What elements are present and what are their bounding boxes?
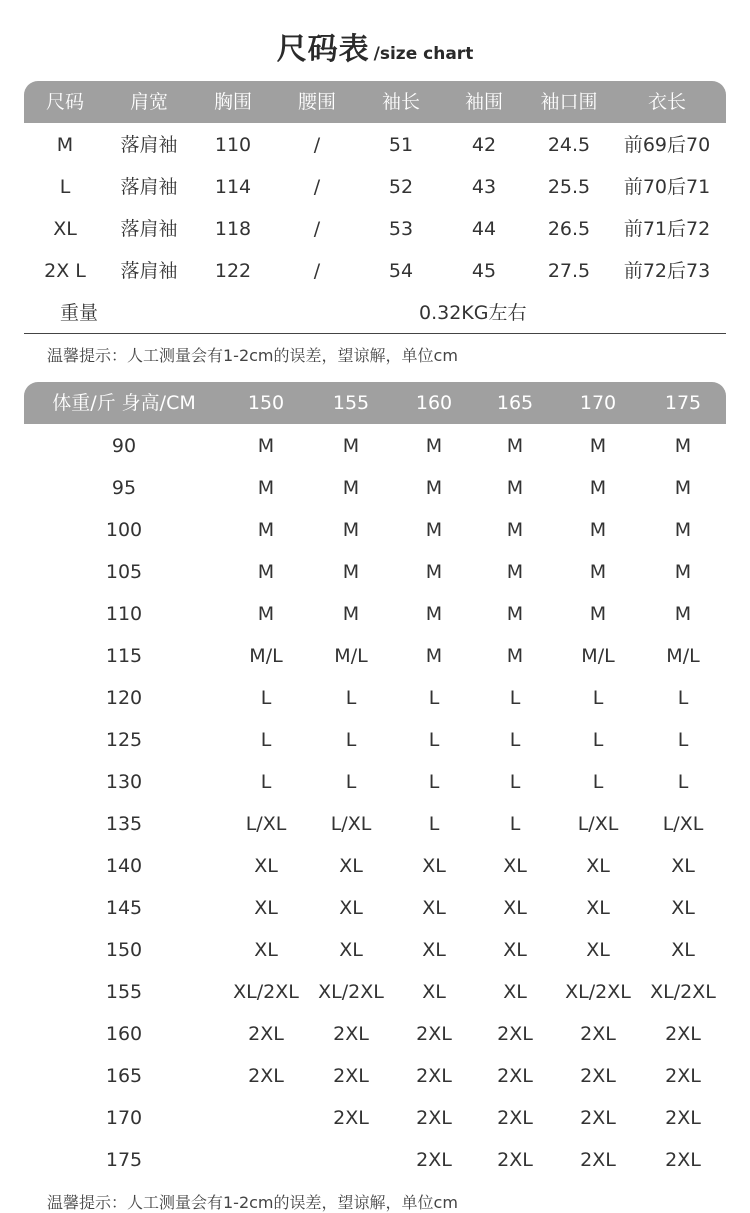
recommended-size-cell: M <box>506 477 524 499</box>
size-table-cell: 45 <box>471 260 497 282</box>
recommended-size-cell: L <box>509 771 521 793</box>
recommended-size-cell: 2XL <box>248 1065 284 1087</box>
size-table-cell: / <box>313 176 321 198</box>
recommended-size-cell: L <box>260 729 272 751</box>
fit-table-row <box>24 1013 726 1055</box>
recommended-size-cell: M <box>342 435 360 457</box>
recommended-size-cell: M <box>506 645 524 667</box>
weight-cell: 150 <box>105 939 143 961</box>
recommended-size-cell: L <box>428 729 440 751</box>
size-table-cell: M <box>56 134 74 156</box>
recommended-size-cell: M <box>425 645 443 667</box>
recommended-size-cell: M/L <box>249 645 283 667</box>
fit-header-cell: 155 <box>332 392 370 414</box>
recommended-size-cell: M <box>425 435 443 457</box>
recommended-size-cell: M <box>506 603 524 625</box>
recommended-size-cell: 2XL <box>665 1023 701 1045</box>
recommended-size-cell: M <box>257 519 275 541</box>
recommended-size-cell <box>306 1139 396 1181</box>
recommended-size-cell: L <box>345 771 357 793</box>
recommended-size-cell: L/XL <box>662 813 704 835</box>
fit-table-row <box>24 719 726 761</box>
fit-table-row <box>24 803 726 845</box>
recommended-size-cell: XL <box>254 939 278 961</box>
weight-label: 重量 <box>60 302 99 324</box>
fit-header-cell: 175 <box>664 392 702 414</box>
recommended-size-cell: 2XL <box>416 1023 452 1045</box>
recommended-size-cell: XL <box>586 897 610 919</box>
recommended-size-cell: 2XL <box>497 1023 533 1045</box>
weight-cell: 155 <box>105 981 143 1003</box>
recommended-size-cell: M <box>589 519 607 541</box>
recommended-size-cell: 2XL <box>333 1107 369 1129</box>
fit-table-row <box>24 845 726 887</box>
recommended-size-cell: XL <box>422 939 446 961</box>
recommended-size-cell: M <box>425 477 443 499</box>
fit-header-cell: 160 <box>415 392 453 414</box>
recommended-size-cell: M <box>674 561 692 583</box>
recommended-size-cell: M <box>342 561 360 583</box>
recommended-size-cell: 2XL <box>497 1107 533 1129</box>
recommended-size-cell: L <box>345 687 357 709</box>
title-main: 尺码表 <box>276 32 370 67</box>
fit-table-row <box>24 635 726 677</box>
recommended-size-cell: XL <box>422 981 446 1003</box>
recommended-size-cell: M <box>342 603 360 625</box>
recommended-size-cell: M <box>342 519 360 541</box>
size-header-cell: 衣长 <box>647 91 686 113</box>
size-table-cell: 27.5 <box>547 260 591 282</box>
size-table-cell: 前69后70 <box>623 134 711 156</box>
recommended-size-cell: L <box>677 771 689 793</box>
weight-cell: 105 <box>105 561 143 583</box>
page-title <box>0 24 750 68</box>
size-table-cell: 118 <box>214 218 252 240</box>
size-table-cell: 落肩袖 <box>120 218 178 240</box>
size-table-cell: / <box>313 260 321 282</box>
recommended-size-cell: XL/2XL <box>318 981 384 1003</box>
recommended-size-cell: M <box>342 477 360 499</box>
size-table-cell: 24.5 <box>547 134 591 156</box>
weight-cell: 100 <box>105 519 143 541</box>
weight-cell: 120 <box>105 687 143 709</box>
size-header-cell: 肩宽 <box>129 91 168 113</box>
recommended-size-cell: 2XL <box>497 1065 533 1087</box>
recommended-size-cell: 2XL <box>665 1107 701 1129</box>
size-table-row <box>24 124 726 166</box>
size-table-row <box>24 250 726 292</box>
recommended-size-cell: XL/2XL <box>650 981 716 1003</box>
recommended-size-cell: XL <box>503 855 527 877</box>
recommended-size-cell: XL <box>422 855 446 877</box>
recommended-size-cell: M <box>257 561 275 583</box>
recommended-size-cell: XL <box>671 897 695 919</box>
recommended-size-cell: XL <box>254 855 278 877</box>
weight-cell: 90 <box>111 435 137 457</box>
size-header-cell: 袖围 <box>464 91 503 113</box>
recommended-size-cell: XL/2XL <box>565 981 631 1003</box>
fit-table-row <box>24 677 726 719</box>
recommended-size-cell: XL <box>339 855 363 877</box>
recommended-size-cell: XL <box>503 897 527 919</box>
recommended-size-cell: 2XL <box>580 1107 616 1129</box>
recommended-size-cell: L <box>509 687 521 709</box>
table-divider <box>24 333 726 334</box>
recommended-size-cell: M <box>425 519 443 541</box>
recommended-size-cell: L/XL <box>245 813 287 835</box>
recommended-size-cell: L <box>428 813 440 835</box>
size-table-cell: 25.5 <box>547 176 591 198</box>
fit-table-row <box>24 1055 726 1097</box>
recommended-size-cell: XL <box>671 939 695 961</box>
recommended-size-cell: 2XL <box>665 1149 701 1171</box>
recommended-size-cell: M <box>589 477 607 499</box>
recommended-size-cell: L <box>509 813 521 835</box>
recommended-size-cell: L <box>260 687 272 709</box>
recommended-size-cell: XL <box>254 897 278 919</box>
size-table-cell: 114 <box>214 176 252 198</box>
fit-table-row <box>24 761 726 803</box>
size-table-cell: 前70后71 <box>623 176 711 198</box>
recommended-size-cell: M <box>257 477 275 499</box>
recommended-size-cell: 2XL <box>580 1149 616 1171</box>
recommended-size-cell: M <box>425 561 443 583</box>
size-table-cell: 52 <box>388 176 414 198</box>
size-table-cell: L <box>59 176 71 198</box>
recommended-size-cell: M <box>674 477 692 499</box>
recommended-size-cell: L/XL <box>577 813 619 835</box>
size-table-row <box>24 208 726 250</box>
size-table-cell: 54 <box>388 260 414 282</box>
recommended-size-cell: XL <box>586 939 610 961</box>
recommended-size-cell: 2XL <box>248 1023 284 1045</box>
size-table-cell: 26.5 <box>547 218 591 240</box>
size-table-cell: 前71后72 <box>623 218 711 240</box>
recommended-size-cell: L <box>677 729 689 751</box>
size-table-cell: XL <box>53 218 77 240</box>
size-table-cell: 43 <box>471 176 497 198</box>
recommended-size-cell: M <box>589 435 607 457</box>
recommended-size-cell: XL <box>422 897 446 919</box>
weight-cell: 170 <box>105 1107 143 1129</box>
fit-table-row <box>24 425 726 467</box>
recommended-size-cell: L <box>428 687 440 709</box>
size-table-cell: 落肩袖 <box>120 176 178 198</box>
fit-header-cell: 150 <box>247 392 285 414</box>
size-table-cell: 落肩袖 <box>120 260 178 282</box>
recommended-size-cell: M/L <box>334 645 368 667</box>
size-table-cell: 2X L <box>44 260 86 282</box>
weight-cell: 115 <box>105 645 143 667</box>
recommended-size-cell: 2XL <box>665 1065 701 1087</box>
recommended-size-cell: M <box>674 603 692 625</box>
recommended-size-cell <box>221 1097 311 1139</box>
recommended-size-cell: L <box>592 729 604 751</box>
size-table-cell: 122 <box>214 260 252 282</box>
size-table-header <box>24 81 726 123</box>
recommended-size-cell: M <box>674 519 692 541</box>
recommended-size-cell: L <box>592 771 604 793</box>
recommended-size-cell: M <box>425 603 443 625</box>
recommended-size-cell: M/L <box>581 645 615 667</box>
fit-table-row <box>24 887 726 929</box>
recommended-size-cell: L/XL <box>330 813 372 835</box>
size-table-cell: 前72后73 <box>623 260 711 282</box>
recommended-size-cell: 2XL <box>416 1065 452 1087</box>
fit-table-row <box>24 467 726 509</box>
fit-header-cell: 170 <box>579 392 617 414</box>
recommended-size-cell: 2XL <box>416 1107 452 1129</box>
recommended-size-cell <box>221 1139 311 1181</box>
size-header-cell: 袖口围 <box>540 91 598 113</box>
size-table-cell: / <box>313 134 321 156</box>
recommended-size-cell: L <box>428 771 440 793</box>
fit-table-row <box>24 593 726 635</box>
recommended-size-cell: L <box>509 729 521 751</box>
size-table-row <box>24 166 726 208</box>
fit-header-cell: 体重/斤 身高/CM <box>52 392 196 414</box>
recommended-size-cell: M <box>589 561 607 583</box>
fit-table-row <box>24 1139 726 1181</box>
recommended-size-cell: M <box>257 435 275 457</box>
size-header-cell: 胸围 <box>213 91 252 113</box>
size-table-cell: 44 <box>471 218 497 240</box>
recommended-size-cell: L <box>677 687 689 709</box>
size-header-cell: 腰围 <box>297 91 336 113</box>
recommended-size-cell: XL <box>503 939 527 961</box>
weight-cell: 135 <box>105 813 143 835</box>
recommended-size-cell: M <box>506 435 524 457</box>
fit-table-row <box>24 929 726 971</box>
recommended-size-cell: L <box>260 771 272 793</box>
recommended-size-cell: XL <box>339 939 363 961</box>
recommended-size-cell: XL <box>671 855 695 877</box>
weight-value: 0.32KG左右 <box>419 302 527 324</box>
size-header-cell: 尺码 <box>45 91 84 113</box>
fit-table-row <box>24 1097 726 1139</box>
recommended-size-cell: M <box>257 603 275 625</box>
recommended-size-cell: XL <box>503 981 527 1003</box>
size-header-cell: 袖长 <box>381 91 420 113</box>
weight-cell: 160 <box>105 1023 143 1045</box>
recommended-size-cell: 2XL <box>580 1065 616 1087</box>
weight-row <box>24 292 726 334</box>
recommended-size-cell: M <box>506 561 524 583</box>
weight-cell: 165 <box>105 1065 143 1087</box>
weight-cell: 130 <box>105 771 143 793</box>
recommended-size-cell: XL <box>339 897 363 919</box>
recommended-size-cell: 2XL <box>333 1065 369 1087</box>
size-table-cell: 51 <box>388 134 414 156</box>
recommended-size-cell: L <box>592 687 604 709</box>
measurement-note-bottom: 温馨提示：人工测量会有1-2cm的误差，望谅解，单位cm <box>47 1193 458 1212</box>
size-table-cell: 落肩袖 <box>120 134 178 156</box>
recommended-size-cell: 2XL <box>497 1149 533 1171</box>
size-table-cell: / <box>313 218 321 240</box>
fit-table-header <box>24 382 726 424</box>
title-sub: /size chart <box>373 44 474 64</box>
recommended-size-cell: M <box>506 519 524 541</box>
weight-cell: 145 <box>105 897 143 919</box>
recommended-size-cell: 2XL <box>416 1149 452 1171</box>
weight-cell: 95 <box>111 477 137 499</box>
recommended-size-cell: M <box>589 603 607 625</box>
recommended-size-cell: 2XL <box>580 1023 616 1045</box>
fit-table-row <box>24 971 726 1013</box>
size-table-cell: 110 <box>214 134 252 156</box>
weight-cell: 175 <box>105 1149 143 1171</box>
recommended-size-cell: XL <box>586 855 610 877</box>
measurement-note-top: 温馨提示：人工测量会有1-2cm的误差，望谅解，单位cm <box>47 346 458 365</box>
weight-cell: 140 <box>105 855 143 877</box>
recommended-size-cell: 2XL <box>333 1023 369 1045</box>
size-table-cell: 42 <box>471 134 497 156</box>
weight-cell: 125 <box>105 729 143 751</box>
recommended-size-cell: L <box>345 729 357 751</box>
recommended-size-cell: XL/2XL <box>233 981 299 1003</box>
recommended-size-cell: M/L <box>666 645 700 667</box>
size-table-cell: 53 <box>388 218 414 240</box>
weight-cell: 110 <box>105 603 143 625</box>
fit-header-cell: 165 <box>496 392 534 414</box>
fit-table-row <box>24 551 726 593</box>
recommended-size-cell: M <box>674 435 692 457</box>
fit-table-row <box>24 509 726 551</box>
